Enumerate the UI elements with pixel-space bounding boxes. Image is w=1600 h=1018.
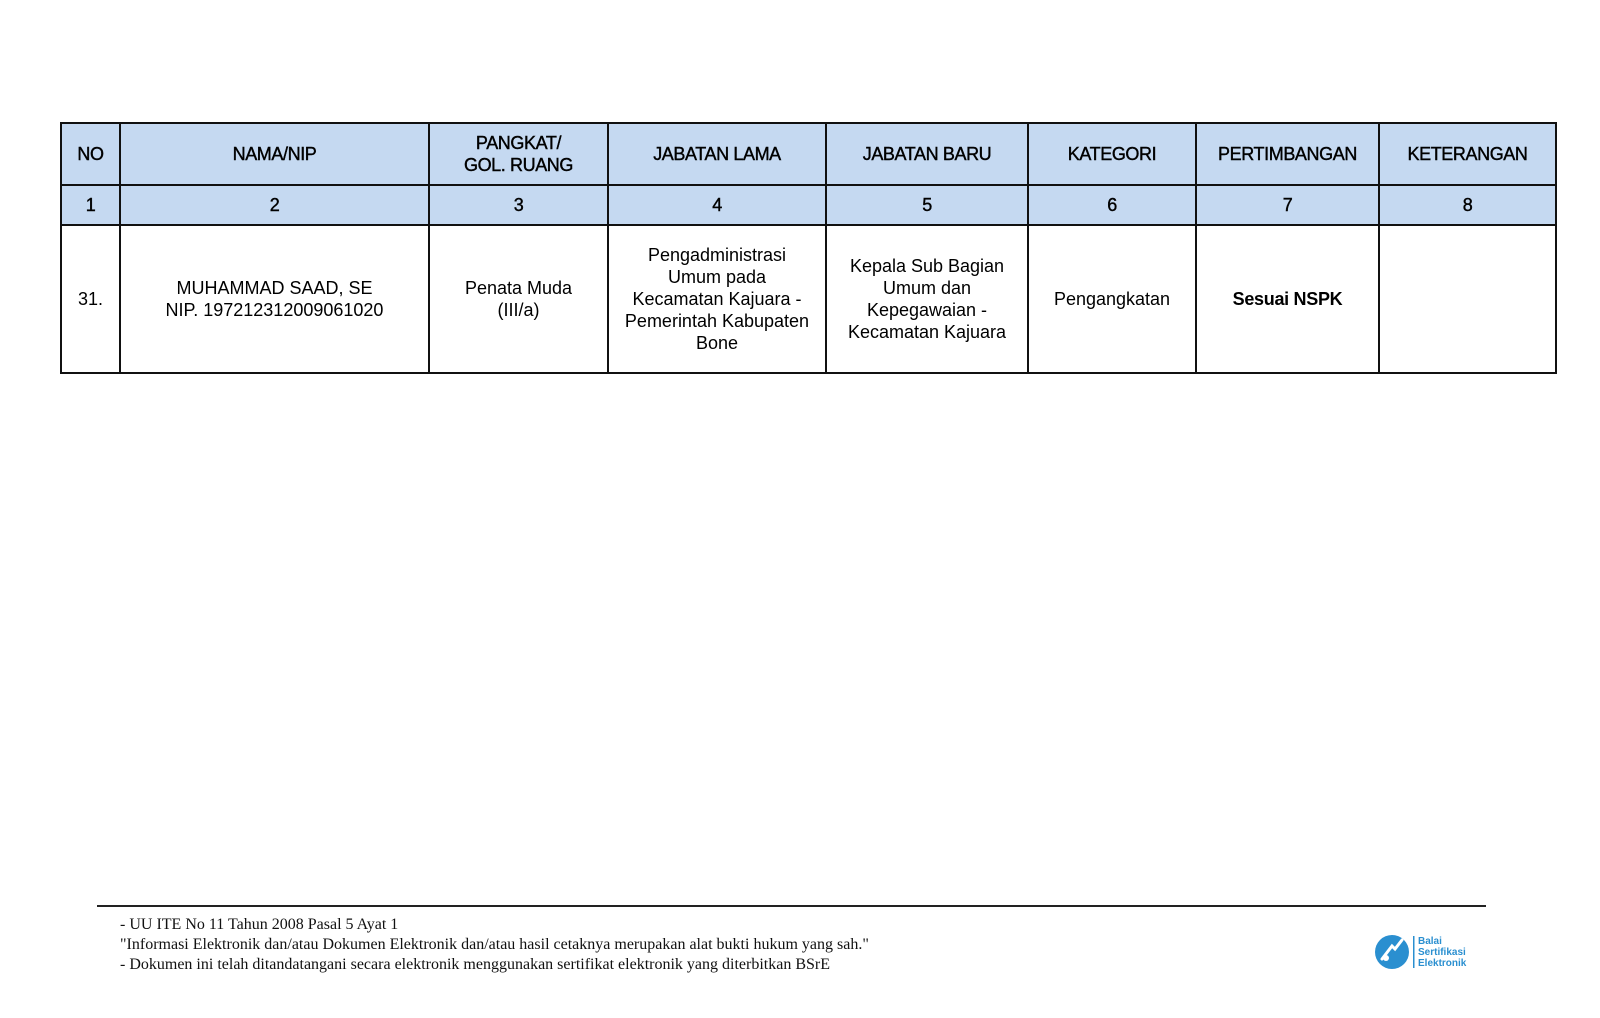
jabatan-baru-cell: [826, 225, 1028, 373]
footer-line-signature: - Dokumen ini telah ditandatangani secara elektronik menggunakan sertifikat elektronik yang diterbitkan BSrE: [120, 956, 830, 973]
header-pangkat-line1: PANGKAT/: [475, 133, 562, 153]
logo-word: Sertifikasi: [1418, 947, 1466, 958]
header-pangkat: [429, 123, 608, 185]
table-row: [61, 225, 1556, 373]
header-jabatan-baru: JABATAN BARU: [826, 123, 1028, 185]
jabatan-lama-line: Kecamatan Kajuara -: [632, 289, 802, 309]
footer-line-law: - UU ITE No 11 Tahun 2008 Pasal 5 Ayat 1: [120, 916, 399, 933]
column-number: 6: [1028, 185, 1196, 225]
jabatan-lama-line: Pengadministrasi: [647, 245, 787, 265]
header-jabatan-lama: JABATAN LAMA: [608, 123, 826, 185]
column-number: 1: [61, 185, 120, 225]
footer-divider: [97, 905, 1486, 907]
column-number: 4: [608, 185, 826, 225]
column-number: 2: [120, 185, 429, 225]
pangkat-text: Penata Muda: [464, 278, 573, 298]
header-no: NO: [61, 123, 120, 185]
kategori-cell: Pengangkatan: [1028, 225, 1196, 373]
header-nama-nip: NAMA/NIP: [120, 123, 429, 185]
header-pangkat-line2: GOL. RUANG: [463, 155, 574, 175]
employee-name: MUHAMMAD SAAD, SE: [176, 278, 373, 298]
jabatan-baru-line: Umum dan: [882, 278, 972, 298]
row-number: 31.: [61, 225, 120, 373]
header-kategori: KATEGORI: [1028, 123, 1196, 185]
jabatan-lama-cell: [608, 225, 826, 373]
jabatan-baru-line: Kepala Sub Bagian: [849, 256, 1005, 276]
employee-nip: NIP. 197212312009061020: [165, 300, 384, 320]
jabatan-lama-line: Pemerintah Kabupaten: [624, 311, 810, 331]
logo-word: Elektronik: [1418, 958, 1467, 969]
table-header-row: [61, 123, 1556, 185]
mutation-table: [60, 122, 1557, 374]
jabatan-baru-line: Kepegawaian -: [866, 300, 988, 320]
golongan-text: (III/a): [497, 300, 540, 320]
column-number-row: [61, 185, 1556, 225]
logo-word: Balai: [1418, 936, 1442, 947]
pangkat-cell: [429, 225, 608, 373]
header-pertimbangan: PERTIMBANGAN: [1196, 123, 1379, 185]
column-number: 7: [1196, 185, 1379, 225]
keterangan-cell: [1379, 225, 1556, 373]
bsre-logo-icon: [1374, 932, 1474, 972]
jabatan-lama-line: Umum pada: [667, 267, 767, 287]
jabatan-lama-line: Bone: [695, 333, 739, 353]
column-number: 5: [826, 185, 1028, 225]
footer-disclaimer: [120, 915, 869, 975]
column-number: 8: [1379, 185, 1556, 225]
pertimbangan-cell: Sesuai NSPK: [1196, 225, 1379, 373]
jabatan-baru-line: Kecamatan Kajuara: [847, 322, 1007, 342]
header-keterangan: KETERANGAN: [1379, 123, 1556, 185]
column-number: 3: [429, 185, 608, 225]
name-nip-cell: [120, 225, 429, 373]
footer-line-quote: "Informasi Elektronik dan/atau Dokumen Elektronik dan/atau hasil cetaknya merupakan alat bukti hukum yang sah.": [120, 936, 869, 953]
